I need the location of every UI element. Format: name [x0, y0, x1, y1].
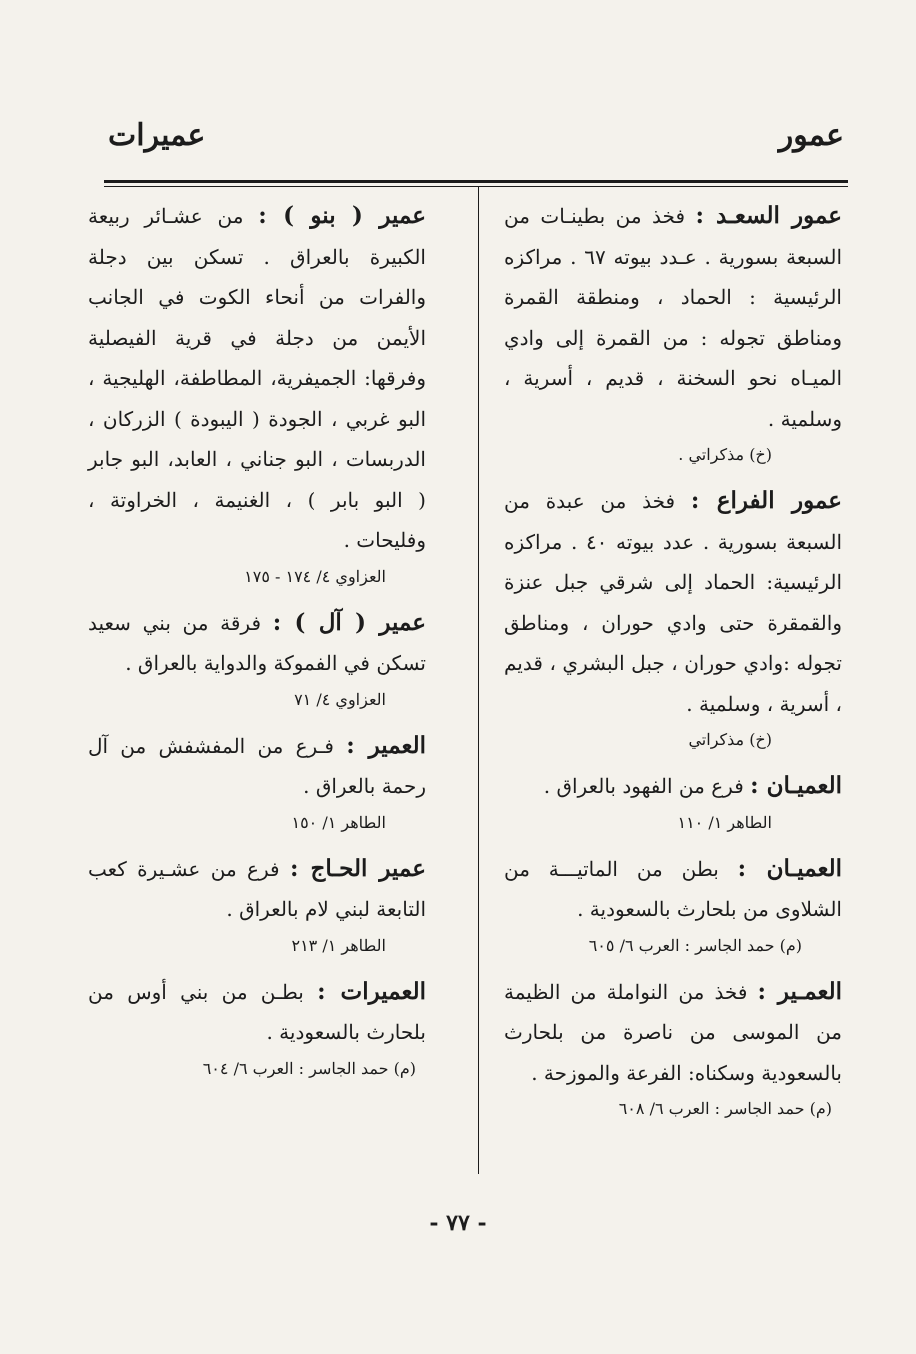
entry [504, 481, 842, 756]
right-column [504, 196, 842, 1135]
entry-body: فرع من الفهود بالعراق . [543, 774, 744, 798]
entry-source: الطاهر ١/ ١٥٠ [291, 812, 386, 832]
entry-headword: العميرات : [317, 977, 427, 1005]
entry [504, 849, 842, 962]
entry [504, 766, 842, 839]
entry-headword: العمير : [346, 731, 426, 759]
entry-body: فخذ من عبدة من السبعة بسورية . عدد بيوته ٤٠ . مراكزه الرئيسية: الحماد إلى شرقي جبل عنزة والقمقرة حتى وادي حوران ، ومناطق تجوله :وادي حوران ، جبل البشري ، قديم ، أسرية ، وسلمية . [504, 489, 842, 716]
entry-body: فرع من عشـيرة كعب التابعة لبني لام بالعراق . [88, 856, 426, 921]
entry-body: من عشـائر ربيعة الكبيرة بالعراق . تسكن بين دجلة والفرات من أنحاء الكوت في الجانب الأيمن من دجلة في قرية الفيصلية وفرقها: الجميفرية، المطاطفة، الهليجية ، البو غربي ، الجودة ( اليبودة ) الزركان ، الدربسات ، البو جناني ، العابد، البو جابر ( البو بابر ) ، الغنيمة ، الخراوتة ، وفليحات . [88, 204, 426, 552]
entry-source: الطاهر ١/ ١١٠ [677, 812, 772, 832]
entry [88, 196, 426, 593]
entry-source: الطاهر ١/ ٢١٣ [291, 935, 386, 955]
entry-source: (م) حمد الجاسر : العرب ٦/ ٦٠٨ [618, 1099, 832, 1118]
page-number: - ٧٧ - [429, 1210, 487, 1236]
entry-headword: عمور الفراع : [690, 487, 842, 514]
entry-source: (خ) مذكراتي . [678, 445, 772, 464]
entry-source: العزاوي ٤/ ٧١ [294, 689, 386, 709]
entry-headword: عمير ( آل ) : [272, 608, 426, 636]
header-rule-thick [104, 180, 848, 183]
entry [504, 972, 842, 1126]
entry-source: العزاوي ٤/ ١٧٤ - ١٧٥ [244, 566, 386, 586]
entry-source: (م) حمد الجاسر : العرب ٦/ ٦٠٥ [588, 935, 802, 955]
entry-body: بطـن من بني أوس من بلحارث بالسعودية . [88, 979, 426, 1044]
entry-body: فـرع من المفشفش من آل رحمة بالعراق . [88, 733, 426, 798]
entry [88, 726, 426, 839]
entry [88, 972, 426, 1085]
entry-body: بطن من الماتيـــة من الشلاوى من بلحارث بالسعودية . [504, 856, 842, 921]
entry-body: فرقة من بني سعيد تسكن في الفموكة والدواية بالعراق . [88, 610, 426, 675]
entry-headword: العمـير : [757, 977, 842, 1005]
entry-source: (خ) مذكراتي [688, 730, 772, 749]
entry-headword: العميـان : [750, 772, 842, 799]
entry [88, 849, 426, 962]
entry-headword: عمير الحـاج : [289, 854, 427, 882]
entry [504, 196, 842, 471]
entry [88, 603, 426, 716]
entry-headword: العميـان : [737, 854, 843, 882]
entry-body: فخذ من بطينـات من السبعة بسورية . عـدد بيوته ٦٧ . مراكزه الرئيسية : الحماد ، ومنطقة القمرة ومناطق تجوله : من القمرة إلى وادي الميـاه نحو السخنة ، قديم ، أسرية ، وسلمية . [504, 204, 842, 431]
entry-headword: عمير ( بنو ) : [258, 202, 426, 229]
column-divider [478, 186, 479, 1174]
running-head-left: عميرات [108, 118, 206, 153]
running-head-right: عمور [778, 118, 844, 153]
entry-headword: عمور السعـد : [695, 202, 842, 229]
entry-source: (م) حمد الجاسر : العرب ٦/ ٦٠٤ [202, 1058, 416, 1078]
header-rule-thin [104, 186, 848, 187]
entry-body: فخذ من النواملة من الظيمة من الموسى من ناصرة من بلحارث بالسعودية وسكناه: الفرعة والموزحة . [504, 979, 842, 1085]
left-column [88, 196, 426, 1095]
